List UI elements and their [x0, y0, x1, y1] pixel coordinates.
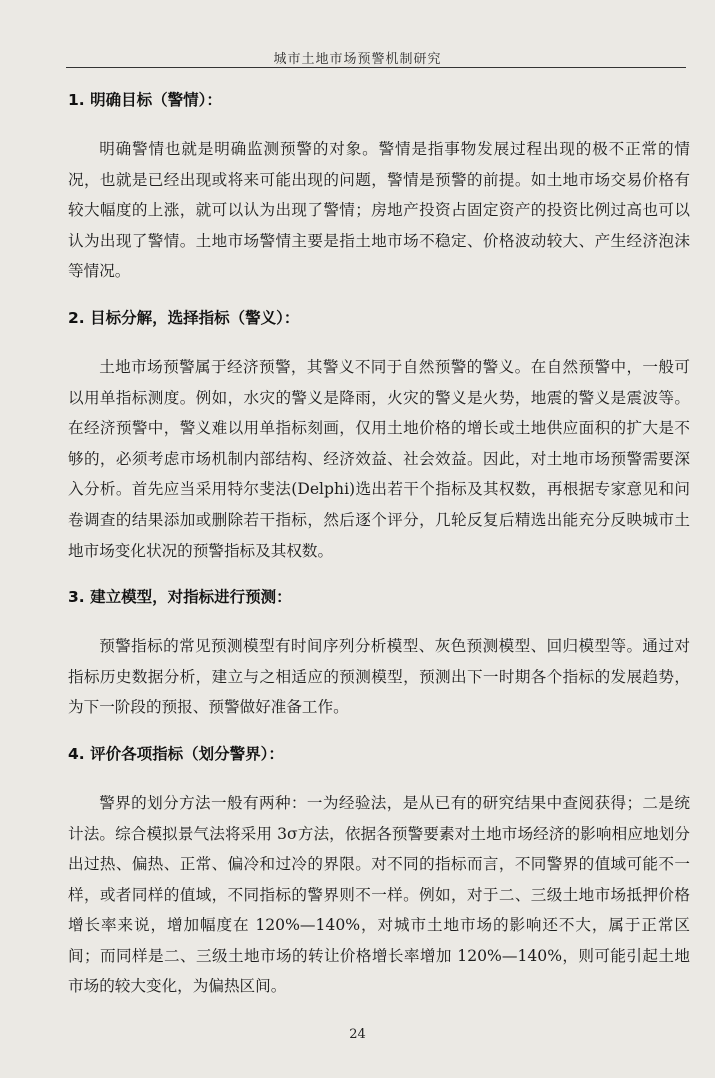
page-content	[68, 84, 690, 1017]
page-number: 24	[349, 1027, 366, 1042]
section-heading: 1. 明确目标（警情）：	[68, 91, 222, 109]
section-paragraph: 预警指标的常见预测模型有时间序列分析模型、灰色预测模型、回归模型等。通过对指标历史数据分析，建立与之相适应的预测模型，预测出下一时期各个指标的发展趋势，为下一阶段的预报、预警做好准备工作。	[68, 637, 690, 717]
header-rule	[66, 67, 686, 68]
section-heading: 3. 建立模型，对指标进行预测：	[68, 588, 292, 607]
section-paragraph: 明确警情也就是明确监测预警的对象。警情是指事物发展过程出现的极不正常的情况，也就是已经出现或将来可能出现的问题，警情是预警的前提。如土地市场交易价格有较大幅度的上涨，就可以认为出现了警情；房地产投资占固定资产的投资比例过高也可以认为出现了警情。土地市场警情主要是指土地市场不稳定、价格波动较大、产生经济泡沫等情况。	[68, 140, 690, 281]
section-heading: 4. 评价各项指标（划分警界）：	[68, 744, 284, 763]
section-build-model	[68, 581, 690, 723]
section-paragraph: 警界的划分方法一般有两种：一为经验法，是从已有的研究结果中查阅获得；二是统计法。综合模拟景气法将采用 3σ方法，依据各预警要素对土地市场经济的影响相应地划分出过热、偏热、正常、偏冷和过冷的界限。对不同的指标而言，不同警界的值域可能不一样，或者同样的值域，不同指标的警界则不一样。例如，对于二、三级土地市场抵押价格增长率来说，增加幅度在 120%—140%，对城市土地市场的影响还不大，属于正常区间；而同样是二、三级土地市场的转让价格增长率增加 120%—140%，则可能引起土地市场的较大变化，为偏热区间。	[68, 793, 690, 996]
section-evaluate-indicators	[68, 738, 690, 1002]
section-heading: 2. 目标分解，选择指标（警义）：	[68, 308, 300, 327]
section-select-indicators	[68, 302, 690, 566]
running-header: 城市土地市场预警机制研究	[273, 52, 442, 67]
section-paragraph: 土地市场预警属于经济预警，其警义不同于自然预警的警义。在自然预警中，一般可以用单指标测度。例如，水灾的警义是降雨，火灾的警义是火势，地震的警义是震波等。在经济预警中，警义难以用单指标刻画，仅用土地价格的增长或土地供应面积的扩大是不够的，必须考虑市场机制内部结构、经济效益、社会效益。因此，对土地市场预警需要深入分析。首先应当采用特尔斐法(Delphi)选出若干个指标及其权数，再根据专家意见和问卷调查的结果添加或删除若干指标，然后逐个评分，几轮反复后精选出能充分反映城市土地市场变化状况的预警指标及其权数。	[68, 357, 690, 560]
section-define-target	[68, 84, 690, 287]
